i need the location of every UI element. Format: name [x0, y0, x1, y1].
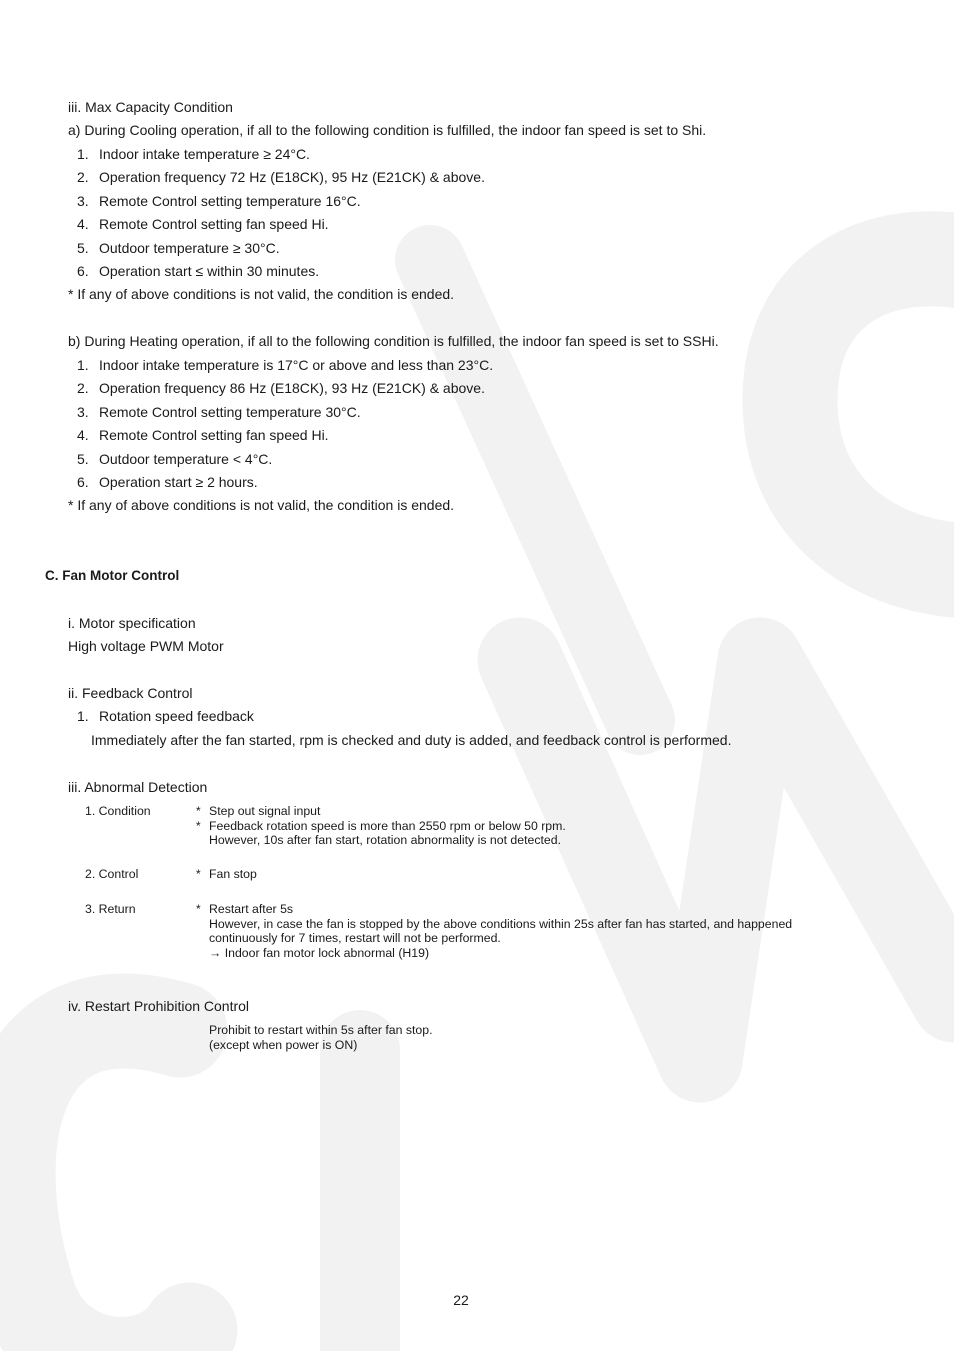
cooling-note: * If any of above conditions is not valid, the condition is ended. — [68, 286, 455, 302]
condition-label: 1. Condition — [85, 804, 151, 818]
return-label: 3. Return — [85, 902, 136, 916]
condition-text: Step out signal input Feedback rotation speed is more than 2550 rpm or below 50 rpm. However, 10s after fan start, rotation abnormality is not detected. — [209, 804, 566, 847]
cooling-item: 1. Indoor intake temperature ≥ 24°C. — [77, 146, 310, 162]
cooling-item: 4. Remote Control setting fan speed Hi. — [77, 216, 329, 232]
heating-item: 6. Operation start ≥ 2 hours. — [77, 474, 258, 490]
restart-title: iv. Restart Prohibition Control — [68, 998, 250, 1014]
heating-item: 3. Remote Control setting temperature 30°C. — [77, 404, 361, 420]
cooling-item: 6. Operation start ≤ within 30 minutes. — [77, 263, 320, 279]
feedback-text: Immediately after the fan started, rpm is checked and duty is added, and feedback control is performed. — [91, 732, 732, 748]
cooling-item: 5. Outdoor temperature ≥ 30°C. — [77, 240, 280, 256]
return-text: Restart after 5s However, in case the fan is stopped by the above conditions within 25s after fan has started, and happened continuously for 7 times, restart will not be performed. → Indoor fan motor lock abnormal (H19) — [209, 902, 793, 960]
cooling-item: 3. Remote Control setting temperature 16°C. — [77, 193, 361, 209]
feedback-item: 1. Rotation speed feedback — [77, 708, 254, 724]
abnormal-title: iii. Abnormal Detection — [68, 779, 208, 795]
motor-spec-title: i. Motor specification — [68, 615, 196, 631]
heating-item: 2. Operation frequency 86 Hz (E18CK), 93 Hz (E21CK) & above. — [77, 380, 485, 396]
heating-item: 5. Outdoor temperature < 4°C. — [77, 451, 273, 467]
bullet-star: * — [196, 804, 201, 818]
page-number: 22 — [453, 1292, 469, 1308]
control-label: 2. Control — [85, 867, 139, 881]
max-capacity-title: iii. Max Capacity Condition — [68, 99, 233, 115]
motor-spec-text: High voltage PWM Motor — [68, 638, 224, 654]
section-heading: C. Fan Motor Control — [45, 568, 180, 583]
bullet-star: * — [196, 867, 201, 881]
bullet-star: * — [196, 818, 201, 833]
heating-note: * If any of above conditions is not valid, the condition is ended. — [68, 497, 455, 513]
control-text: Fan stop — [209, 867, 257, 881]
heating-item: 4. Remote Control setting fan speed Hi. — [77, 427, 329, 443]
restart-text: Prohibit to restart within 5s after fan stop. (except when power is ON) — [209, 1023, 433, 1052]
heating-intro: b) During Heating operation, if all to the following condition is fulfilled, the indoor fan speed is set to SSHi. — [68, 333, 719, 349]
bullet-star: * — [196, 902, 201, 916]
cooling-intro: a) During Cooling operation, if all to the following condition is fulfilled, the indoor fan speed is set to Shi. — [68, 122, 707, 138]
feedback-title: ii. Feedback Control — [68, 685, 193, 701]
cooling-item: 2. Operation frequency 72 Hz (E18CK), 95 Hz (E21CK) & above. — [77, 169, 485, 185]
heating-item: 1. Indoor intake temperature is 17°C or above and less than 23°C. — [77, 357, 494, 373]
